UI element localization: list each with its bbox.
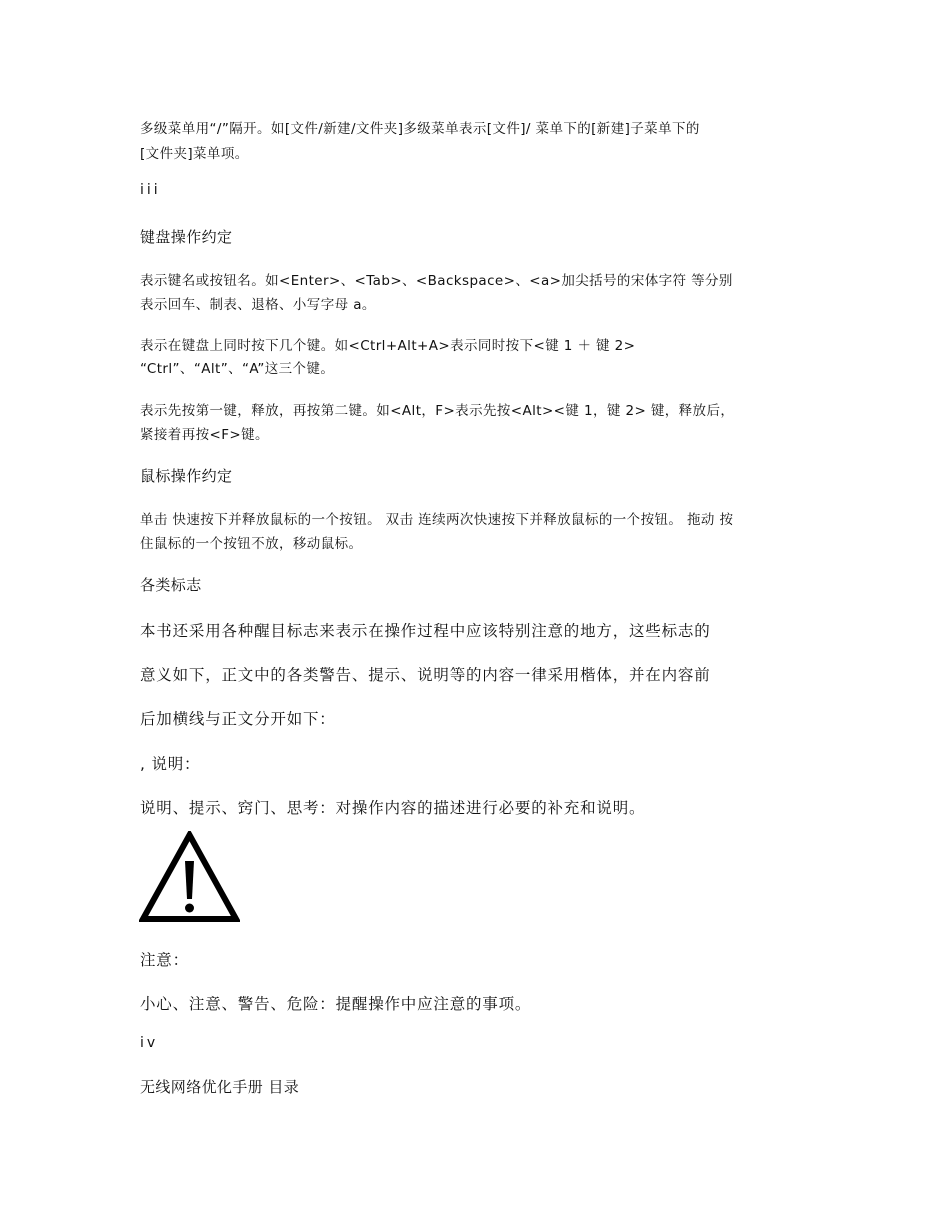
keyboard-paragraph-3-line-1: 表示先按第一键，释放，再按第二键。如<Alt，F>表示先按<Alt><键 1，键 2> 键，释放后， [140, 403, 735, 419]
note-description: 说明、提示、窍门、思考：对操作内容的描述进行必要的补充和说明。 [140, 799, 646, 817]
keyboard-heading: 键盘操作约定 [140, 228, 233, 246]
page-number-iv: iv [140, 1035, 159, 1051]
keyboard-paragraph-1-line-1: 表示键名或按钮名。如<Enter>、<Tab>、<Backspace>、<a>加尖括号的宋体字符 等分别 [140, 273, 733, 289]
marks-paragraph-line-3: 后加横线与正文分开如下： [140, 710, 336, 728]
caution-description: 小心、注意、警告、危险：提醒操作中应注意的事项。 [140, 995, 532, 1013]
footer-running-title: 无线网络优化手册 目录 [140, 1078, 300, 1096]
page-number-iii: iii [140, 182, 161, 198]
keyboard-paragraph-2-line-1: 表示在键盘上同时按下几个键。如<Ctrl+Alt+A>表示同时按下<键 1 ＋ 键 2> [140, 338, 636, 354]
mouse-paragraph-line-2: 住鼠标的一个按钮不放，移动鼠标。 [140, 536, 363, 552]
warning-triangle-icon [139, 831, 240, 923]
marks-heading: 各类标志 [140, 576, 202, 594]
marks-paragraph-line-1: 本书还采用各种醒目标志来表示在操作过程中应该特别注意的地方，这些标志的 [140, 622, 711, 640]
caution-label: 注意： [140, 951, 189, 969]
marks-paragraph-line-2: 意义如下，正文中的各类警告、提示、说明等的内容一律采用楷体，并在内容前 [140, 666, 711, 684]
note-label: , 说明： [140, 755, 201, 773]
keyboard-paragraph-1-line-2: 表示回车、制表、退格、小写字母 a。 [140, 297, 376, 313]
menu-note-line-2: [文件夹]菜单项。 [140, 146, 249, 162]
mouse-heading: 鼠标操作约定 [140, 467, 233, 485]
keyboard-paragraph-3-line-2: 紧接着再按<F>键。 [140, 427, 269, 443]
menu-note-line-1: 多级菜单用“/”隔开。如[文件/新建/文件夹]多级菜单表示[文件]/ 菜单下的[新建]子菜单下的 [140, 121, 700, 137]
keyboard-paragraph-2-line-2: “Ctrl”、“Alt”、“A”这三个键。 [140, 361, 335, 377]
mouse-paragraph-line-1: 单击 快速按下并释放鼠标的一个按钮。 双击 连续两次快速按下并释放鼠标的一个按钮。 拖动 按 [140, 512, 734, 528]
